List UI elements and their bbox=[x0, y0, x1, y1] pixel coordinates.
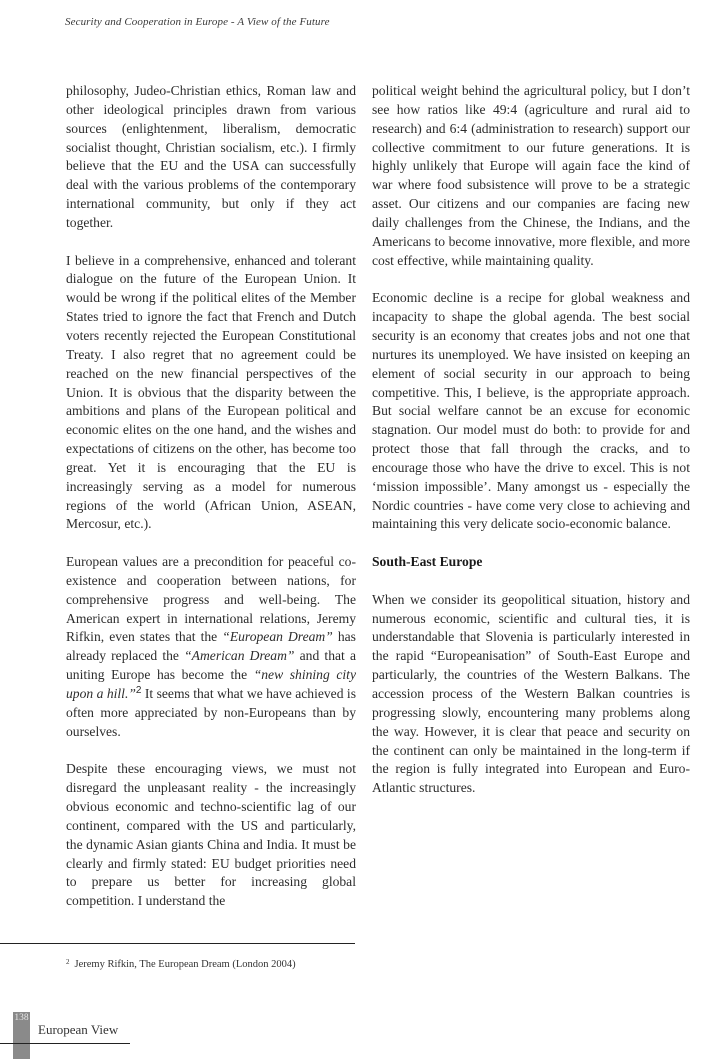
paragraph: philosophy, Judeo-Christian ethics, Roman law and other ideological principles drawn from various sources (enlightenment, liberalism, democratic socialist thought, Christian socialism, etc.). I firmly believe that the EU and the USA can successfully deal with the various problems of the contemporary international community, but only if they act together. bbox=[66, 83, 356, 230]
text: and that a uniting Europe has become the bbox=[66, 648, 356, 683]
footnote-divider bbox=[0, 943, 355, 944]
quote-european-dream: “European Dream” bbox=[222, 629, 333, 645]
right-column bbox=[372, 82, 690, 798]
footnote-text: Jeremy Rifkin, The European Dream (London 2004) bbox=[74, 959, 296, 970]
paragraph: Despite these encouraging views, we must not disregard the unpleasant reality - the increasingly obvious economic and techno-scientific lag of our continent, compared with the US and particularly, the dynamic Asian giants China and India. It must be clearly and firmly stated: EU budget priorities need to prepare us better for increasing global competition. I understand the bbox=[66, 761, 356, 909]
footnote-number: 2 bbox=[66, 958, 70, 966]
paragraph: political weight behind the agricultural policy, but I don’t see how ratios like 49:4 (agriculture and rural aid to research) and 6:4 (administration to research) support our collective commitment to our future generations. It is highly unlikely that Europe will again face the kind of war where food subsistence will prove to be a strategic asset. Our citizens and our companies are facing new daily challenges from the Chinese, the Indians, and the Americans to become innovative, more flexible, and more cost effective, while maintaining quality. bbox=[372, 83, 690, 268]
quote-shining-city: “new shining city upon a hill.” bbox=[66, 667, 356, 701]
page-number-tab bbox=[13, 1012, 30, 1059]
paragraph: When we consider its geopolitical situation, history and numerous economic, scientific and cultural ties, it is understandable that Slovenia is particularly interested in the rapid “Europeanisation” of South-East Europe and particularly, the countries of the Western Balkans. The accession process of the Western Balkan countries is progressing slowly, encountering many problems along the way. However, it is clear that peace and security on the continent can only be maintained in the long-term if the region is fully integrated into European and Euro-Atlantic structures. bbox=[372, 591, 690, 796]
quote-american-dream: “American Dream” bbox=[184, 648, 295, 664]
section-heading: South-East Europe bbox=[372, 554, 483, 570]
text: European values are a precondition for peaceful co-existence and cooperation between nations, for comprehensive progress and well-being. The American expert in international relations, Jeremy Rifkin, even states that the bbox=[66, 554, 356, 645]
footnote-reference[interactable]: 2 bbox=[135, 685, 142, 696]
left-column bbox=[66, 82, 356, 911]
text: It seems that what we have achieved is often more appreciated by non-Europeans than by ourselves. bbox=[66, 686, 356, 739]
running-header: Security and Cooperation in Europe - A View of the Future bbox=[65, 16, 330, 28]
paragraph-rifkin bbox=[66, 553, 356, 741]
paragraph: I believe in a comprehensive, enhanced and tolerant dialogue on the future of the European Union. It would be wrong if the political elites of the Member States tried to ignore the fact that French and Dutch voters recently rejected the European Constitutional Treaty. I also regret that no agreement could be reached on the new financial perspectives of the Union. It is obvious that the disparity between the ambitions and plans of the European political and economic elites on the one hand, and the wishes and expectations of citizens on the other, has become too great. Yet it is encouraging that the EU is increasingly serving as a model for numerous regions of the world (African Union, ASEAN, Mercosur, etc.). bbox=[66, 252, 356, 532]
paragraph: Economic decline is a recipe for global weakness and incapacity to shape the global agenda. The best social security is an economy that creates jobs and not one that nurtures its unemployed. We have insisted on keeping an element of social security in our approach to being competitive. This, I believe, is the appropriate approach. But social welfare cannot be an excuse for economic stagnation. Our model must do both: to provide for and protect those that fall through the cracks, and to encourage those who have the drive to excel. This is not ‘mission impossible’. Many amongst us - especially the Nordic countries - have come very close to achieving and maintaining this very delicate socio-economic balance. bbox=[372, 290, 690, 532]
footer-divider bbox=[0, 1043, 130, 1044]
footnote bbox=[66, 958, 296, 970]
publication-title: European View bbox=[38, 1022, 119, 1037]
page-number: 138 bbox=[14, 1013, 29, 1023]
text: has already replaced the bbox=[66, 629, 356, 664]
